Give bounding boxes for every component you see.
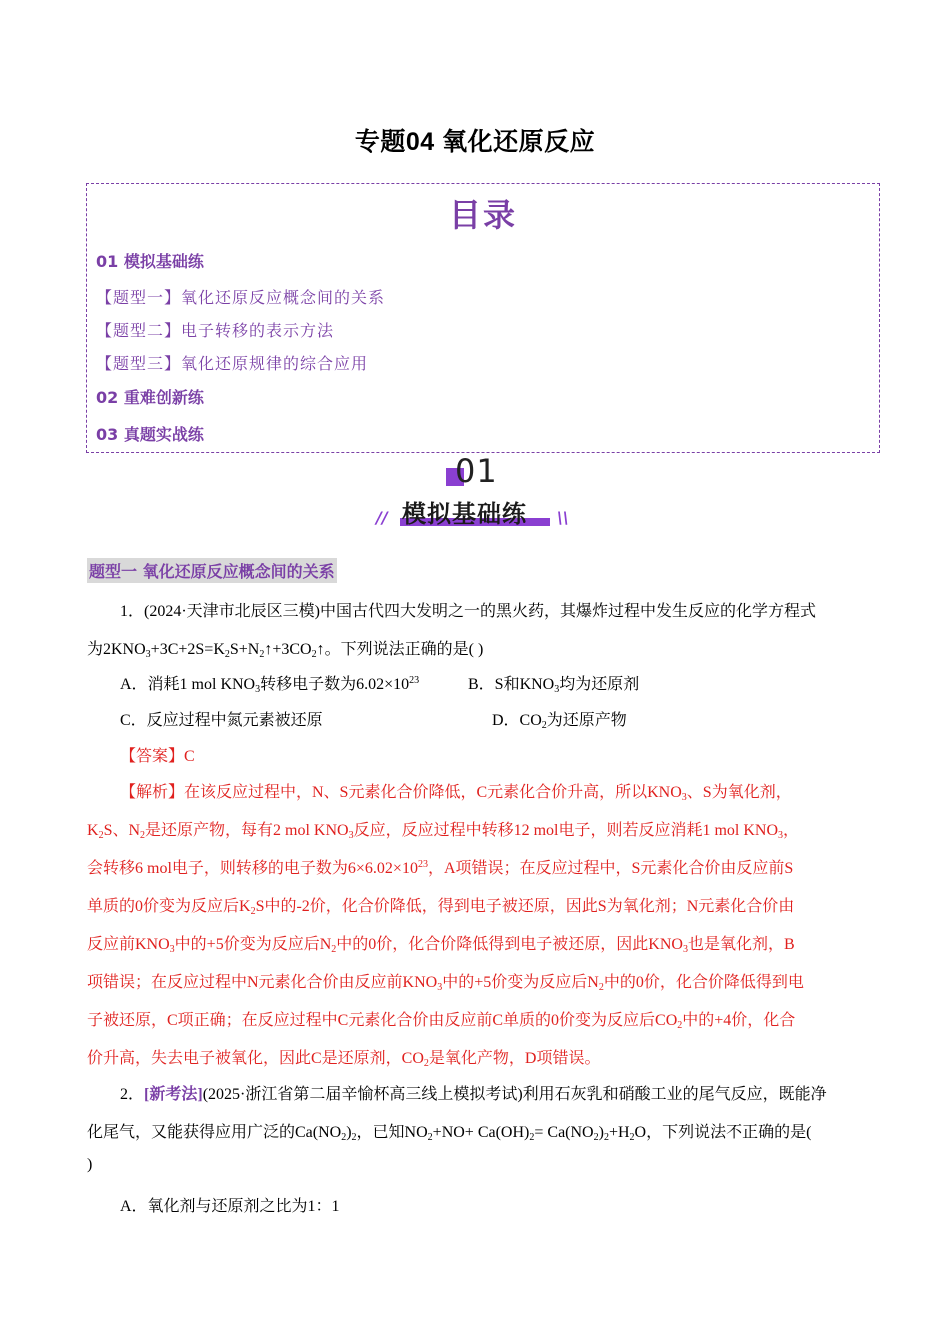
q1-option-d: D．$CO_2$为还原产物	[492, 712, 627, 731]
q1-analysis-line2: $K_2S$、$N_2$是还原产物，每有2 mol $KNO_3$反应，反应过程中转移12 mol电子，则若反应消耗1 mol $KNO_3$，	[87, 822, 800, 841]
q1-option-c: C．反应过程中氮元素被还原	[120, 712, 323, 729]
q2-stem-line2: 化尾气，又能获得应用广泛的$Ca(NO_2)_2$，已知$NO_2+NO+ Ca(OH)_2= Ca(NO_2)_2+H_2O$，下列说法不正确的是(	[87, 1124, 812, 1143]
banner-left-slash-decoration: //	[376, 508, 388, 527]
q1-answer: 【答案】C	[120, 748, 195, 765]
q1-stem-line2: 为$2KNO_3+3C+2S=K_2S+N_2↑+3CO_2↑$。下列说法正确的是( )	[87, 641, 484, 660]
q1-analysis-line6: 项错误；在反应过程中N元素化合价由反应前$KNO_3$中的+5价变为反应后$N_2$中的0价，化合价降低得到电	[87, 974, 804, 993]
q1-option-a: A．消耗1 mol $KNO_3$转移电子数为$6.02\times 10^{23}$	[120, 675, 420, 695]
q1-option-b: B．S和$KNO_3$均为还原剂	[468, 676, 640, 695]
banner-number: 01	[455, 452, 498, 490]
q2-stem-line3: )	[87, 1156, 93, 1173]
q1-analysis-line4: 单质的0价变为反应后$K_2S$中的-2价，化合价降低，得到电子被还原，因此S为氧化剂；N元素化合价由	[87, 898, 795, 917]
document-title: 专题04 氧化还原反应	[354, 128, 596, 156]
q1-analysis-line8: 价升高，失去电子被氧化，因此C是还原剂，$CO_2$是氧化产物，D项错误。	[87, 1050, 601, 1069]
toc-heading: 目录	[448, 196, 517, 234]
banner-label: 模拟基础练	[402, 500, 527, 528]
banner-right-slash-decoration: \\	[557, 508, 569, 527]
q1-stem-line1: 1．(2024·天津市北辰区三模)中国古代四大发明之一的黑火药，其爆炸过程中发生反应的化学方程式	[120, 603, 816, 620]
table-of-contents	[86, 183, 880, 453]
q1-analysis-line7: 子被还原，C项正确；在反应过程中C元素化合价由反应前C单质的0价变为反应后$CO_2$中的+4价，化合	[87, 1012, 796, 1031]
q2-option-a: A．氧化剂与还原剂之比为1：1	[120, 1198, 340, 1215]
q1-analysis-line1: 【解析】在该反应过程中，N、S元素化合价降低，C元素化合价升高，所以$KNO_3$、S为氧化剂，	[120, 784, 792, 803]
toc-section-01[interactable]: 01 模拟基础练	[96, 252, 204, 271]
type-heading: 题型一 氧化还原反应概念间的关系	[87, 558, 337, 583]
toc-type-2[interactable]: 【题型二】电子转移的表示方法	[96, 321, 335, 340]
q1-analysis-line5: 反应前$KNO_3$中的+5价变为反应后$N_2$中的0价，化合价降低得到电子被还原，因此$KNO_3$也是氧化剂，B	[87, 936, 795, 955]
toc-section-02[interactable]: 02 重难创新练	[96, 388, 204, 407]
toc-type-3[interactable]: 【题型三】氧化还原规律的综合应用	[96, 354, 369, 373]
q1-analysis-line3: 会转移6 mol电子，则转移的电子数为$6\times 6.02\times 10^{23}$，A项错误；在反应过程中，S元素化合价由反应前S	[87, 859, 794, 877]
q2-tag: [新考法]	[144, 1086, 203, 1103]
toc-type-1[interactable]: 【题型一】氧化还原反应概念间的关系	[96, 288, 386, 307]
q2-stem-line1: 2．[新考法](2025·浙江省第二届辛愉杯高三线上模拟考试)利用石灰乳和硝酸工业的尾气反应，既能净	[120, 1086, 827, 1103]
toc-section-03[interactable]: 03 真题实战练	[96, 425, 204, 444]
